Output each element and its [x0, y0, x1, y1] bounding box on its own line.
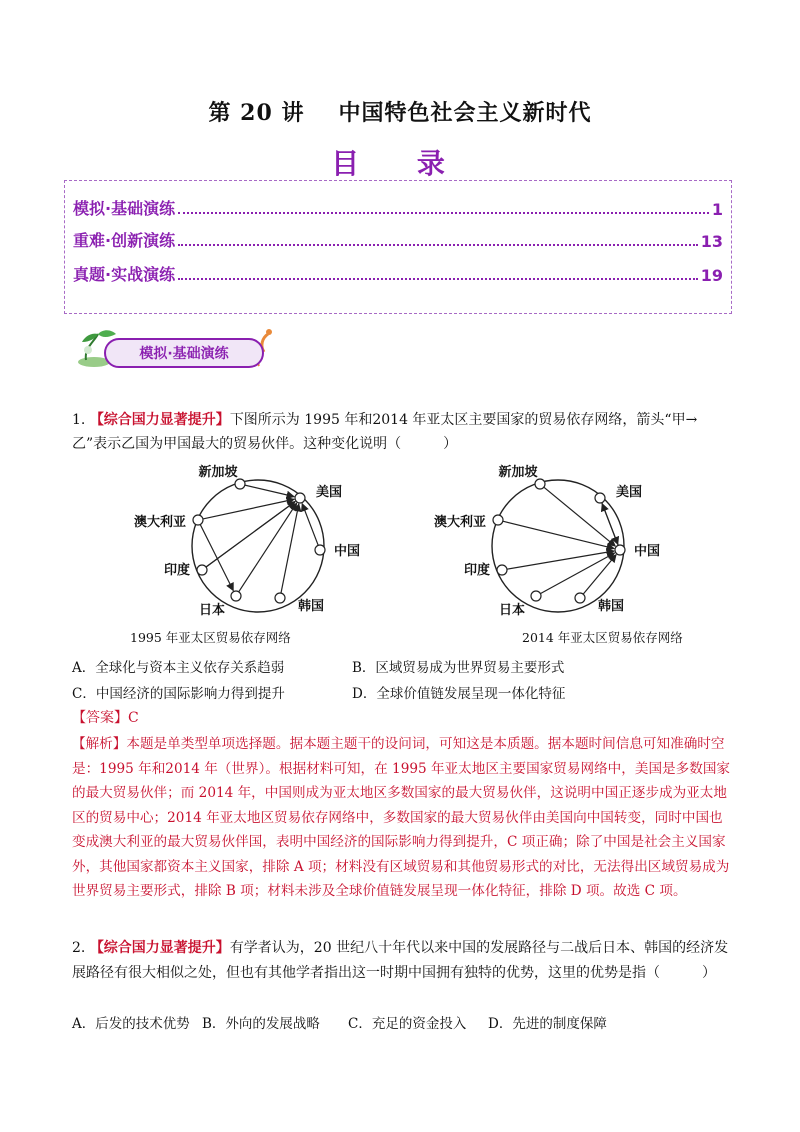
question-1	[72, 408, 732, 456]
toc-label: 模拟·基础演练	[73, 199, 176, 218]
node-label-singapore: 新加坡	[498, 465, 538, 480]
trade-arrow-japan-to-china	[540, 553, 614, 594]
lecture-number: 第 20 讲	[208, 100, 305, 126]
toc-page: 1	[711, 200, 723, 219]
choice-a[interactable]: A．后发的技术优势	[72, 1016, 190, 1032]
toc-leader	[178, 278, 698, 280]
trade-arrow-australia-to-usa	[203, 499, 294, 519]
question-2	[72, 936, 732, 985]
analysis: 【解析】本题是单类型单项选择题。据本题主题干的设问词，可知这是本质题。据本题时间信息可知准确时空是：1995 年和2014 年（世界）。根据材料可知，在 1995 年亚太地区主要国家贸易网络中，美国是多数国家的最大贸易伙伴；而 2014 年，中国则成为亚太地区多数国家的最大贸易伙伴，这说明中国正逐步成为亚太地区的贸易中心；2014 年亚太地区贸易依存网络中，多数国家的最大贸易伙伴由美国向中国转变，同时中国也变成澳大利亚的最大贸易伙伴国，表明中国经济的国际影响力得到提升，C 项正确；除了中国是社会主义国家外，其他国家都资本主义国家，排除 A 项；材料没有区域贸易和其他贸易形式的对比，无法得出区域贸易成为世界贸易主要形式，排除 B 项；材料未涉及全球价值链发展呈现一体化特征，排除 D 项。故选 C 项。	[72, 736, 731, 899]
node-korea	[575, 593, 585, 603]
choice-d[interactable]: D．全球价值链发展呈现一体化特征	[352, 686, 566, 702]
trade-arrow-korea-to-usa	[281, 504, 299, 593]
node-label-usa: 美国	[316, 485, 343, 500]
figure-caption-1995: 1995 年亚太区贸易依存网络	[130, 630, 291, 645]
question-tag: 【综合国力显著提升】	[89, 940, 230, 956]
answer: 【答案】C	[72, 710, 139, 726]
node-label-japan: 日本	[198, 603, 226, 618]
node-japan	[531, 591, 541, 601]
choice-d[interactable]: D．先进的制度保障	[488, 1016, 607, 1032]
node-label-china: 中国	[634, 544, 661, 559]
choice-b[interactable]: B．外向的发展战略	[202, 1016, 320, 1032]
node-china	[315, 545, 325, 555]
lecture-title: 中国特色社会主义新时代	[338, 100, 592, 126]
node-australia	[493, 515, 503, 525]
trade-arrow-china-to-usa	[302, 504, 318, 546]
toc-item-innovation[interactable]	[73, 227, 723, 251]
question-stem: 下图所示为 1995 年和2014 年亚太区主要国家的贸易依存网络，箭头“甲→乙”表示乙国为甲国最大的贸易伙伴。这种变化说明（ ）	[72, 412, 698, 452]
trade-arrow-usa-to-china	[602, 503, 618, 545]
toc-page: 19	[700, 266, 723, 285]
table-of-contents	[64, 180, 732, 314]
toc-label: 重难·创新演练	[73, 231, 176, 250]
node-label-korea: 韩国	[298, 599, 325, 614]
choice-c[interactable]: C．中国经济的国际影响力得到提升	[72, 686, 285, 702]
node-japan	[231, 591, 241, 601]
node-korea	[275, 593, 285, 603]
toc-label: 真题·实战演练	[73, 265, 176, 284]
node-label-china: 中国	[334, 544, 361, 559]
node-australia	[193, 515, 203, 525]
node-label-india: 印度	[163, 563, 190, 578]
node-label-korea: 韩国	[598, 599, 625, 614]
trade-network-1995-figure	[120, 456, 380, 624]
node-usa	[595, 493, 605, 503]
node-india	[197, 565, 207, 575]
figure-caption-2014: 2014 年亚太区贸易依存网络	[522, 630, 683, 645]
node-singapore	[535, 479, 545, 489]
toc-heading: 目 录	[331, 147, 469, 180]
toc-item-basic[interactable]	[73, 195, 723, 219]
trade-arrow-australia-to-china	[503, 521, 614, 548]
node-usa	[295, 493, 305, 503]
node-label-singapore: 新加坡	[198, 465, 238, 480]
node-label-japan: 日本	[498, 603, 526, 618]
question-stem: 有学者认为，20 世纪八十年代以来中国的发展路径与二战后日本、韩国的经济发展路径有很大相似之处，但也有其他学者指出这一时期中国拥有独特的优势，这里的优势是指（ ）	[72, 940, 729, 981]
choice-a[interactable]: A．全球化与资本主义依存关系趋弱	[72, 660, 285, 676]
toc-leader	[178, 244, 698, 246]
choice-b[interactable]: B．区域贸易成为世界贸易主要形式	[352, 660, 565, 676]
toc-item-real-exam[interactable]	[73, 261, 723, 285]
trade-arrow-india-to-china	[507, 551, 614, 569]
node-label-usa: 美国	[616, 485, 643, 500]
node-label-australia: 澳大利亚	[433, 515, 486, 530]
section-banner	[76, 320, 276, 382]
toc-leader	[178, 212, 709, 214]
node-singapore	[235, 479, 245, 489]
trade-arrow-japan-to-usa	[239, 503, 297, 592]
choice-c[interactable]: C．充足的资金投入	[348, 1016, 467, 1032]
question-number: 1.	[72, 412, 86, 428]
node-india	[497, 565, 507, 575]
trade-arrow-australia-to-japan	[200, 524, 233, 590]
node-label-india: 印度	[463, 563, 490, 578]
trade-arrow-india-to-usa	[206, 502, 295, 567]
page-title	[0, 96, 800, 127]
toc-page: 13	[700, 232, 723, 251]
trade-network-2014-figure	[420, 456, 680, 624]
question-tag: 【综合国力显著提升】	[89, 412, 230, 428]
question-number: 2.	[72, 940, 86, 956]
section-banner-label: 模拟·基础演练	[104, 338, 264, 368]
node-label-australia: 澳大利亚	[133, 515, 186, 530]
node-china	[615, 545, 625, 555]
